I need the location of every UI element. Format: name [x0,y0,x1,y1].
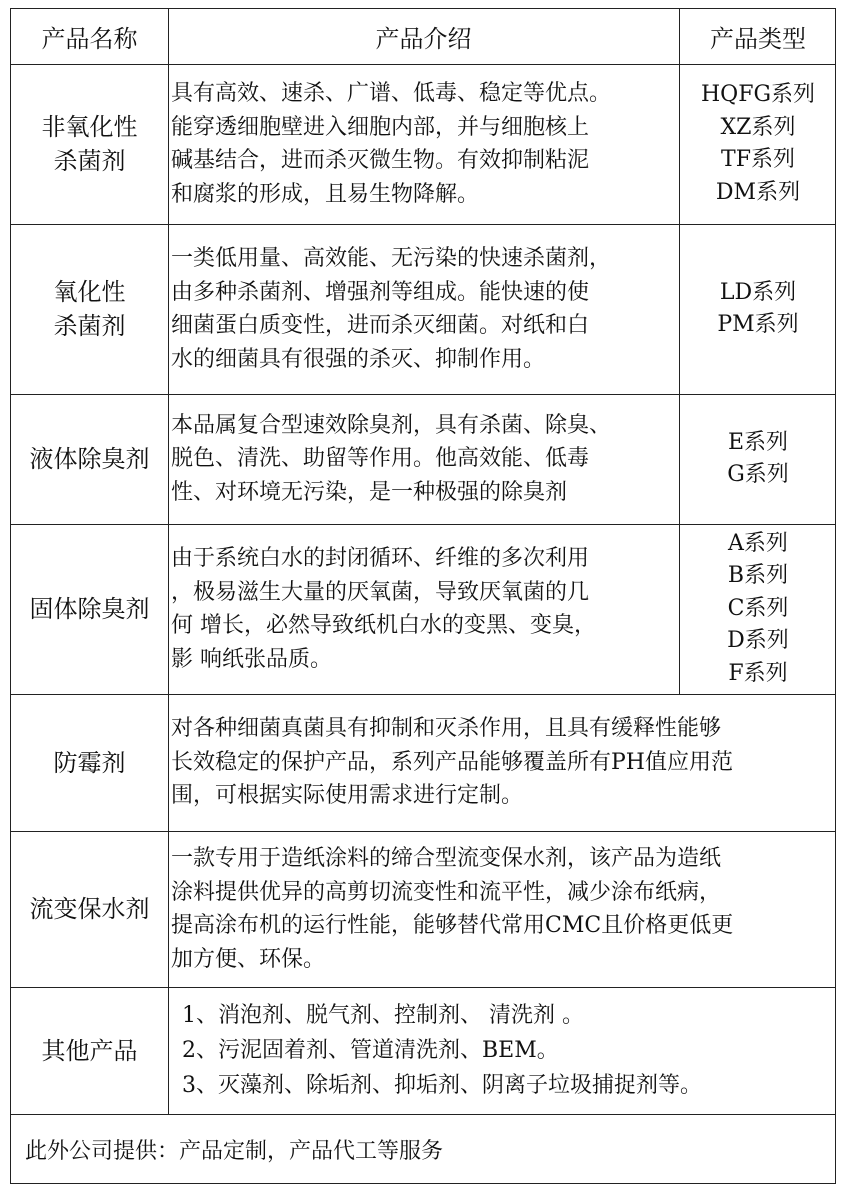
product-name-line: 非氧化性 [41,113,138,141]
product-name-line: 流变保水剂 [29,895,150,923]
footer-note: 此外公司提供：产品定制，产品代工等服务 [25,1139,444,1164]
description-line: 具有高效、速杀、广谱、低毒、稳定等优点。 [171,81,612,106]
description-line: 本品属复合型速效除臭剂，具有杀菌、除臭、 [171,412,612,438]
product-table [10,8,836,1184]
description-line: 一款专用于造纸涂料的缔合型流变保水剂，该产品为造纸 [171,846,722,871]
header-type: 产品类型 [710,25,806,53]
product-name [11,64,168,224]
description-line: ，极易滋生大量的厌氧菌，导致厌氧菌的几 [171,579,590,605]
type-item: A系列 [728,530,788,556]
type-item: C系列 [727,595,789,621]
product-name [11,394,168,524]
description-line: 提高涂布机的运行性能，能够替代常用CMC且价格更低更 [171,913,734,938]
description-line: 细菌蛋白质变性，进而杀灭细菌。对纸和白 [171,313,590,338]
product-name [11,831,168,987]
description-line: 由于系统白水的封闭循环、纤维的多次利用 [171,546,590,571]
description-line: 由多种杀菌剂、增强剂等组成。能快速的使 [171,279,590,305]
type-item: TF系列 [721,147,795,172]
description-line: 影 响纸张品质。 [171,646,332,672]
list-item: 1、消泡剂、脱气剂、控制剂、 清洗剂 。 [182,1003,584,1028]
product-description [168,694,837,831]
product-name [11,224,168,394]
product-name-line: 杀菌剂 [53,147,126,175]
product-name-line: 防霉剂 [53,748,126,777]
product-types [679,524,837,694]
description-line: 涂料提供优异的高剪切流变性和流平性，减少涂布纸病， [171,879,722,905]
type-item: D系列 [727,628,789,654]
product-description [168,394,679,524]
type-item: G系列 [727,462,789,487]
other-products-list [168,987,837,1114]
description-line: 水的细菌具有很强的杀灭、抑制作用。 [171,346,546,372]
header-name: 产品名称 [41,25,138,53]
description-line: 能穿透细胞壁进入细胞内部，并与细胞核上 [171,114,590,140]
product-description [168,831,837,987]
product-types [679,394,837,524]
description-line: 脱色、清洗、助留等作用。他高效能、低毒 [171,446,590,472]
type-item: LD系列 [719,279,797,305]
type-item: B系列 [727,563,789,589]
type-item: F系列 [728,660,788,686]
description-line: 一类低用量、高效能、无污染的快速杀菌剂， [171,246,612,271]
description-line: 加方便、环保。 [171,946,326,972]
description-line: 围，可根据实际使用需求进行定制。 [171,783,524,809]
description-line: 对各种细菌真菌具有抑制和灭杀作用，且具有缓释性能够 [171,716,722,742]
product-name [11,524,168,694]
list-item: 3、灭藻剂、除垢剂、抑垢剂、阴离子垃圾捕捉剂等。 [182,1073,702,1098]
header-intro: 产品介绍 [375,25,472,53]
description-line: 碱基结合，进而杀灭微生物。有效抑制粘泥 [171,148,590,173]
product-name-line: 其他产品 [41,1036,138,1065]
description-line: 性、对环境无污染，是一种极强的除臭剂 [171,479,568,505]
product-name-line: 液体除臭剂 [29,445,150,473]
description-line: 长效稳定的保护产品，系列产品能够覆盖所有PH值应用范 [171,749,733,775]
type-item: PM系列 [717,312,799,337]
type-item: E系列 [727,429,789,455]
product-types [679,224,837,394]
product-name-line: 杀菌剂 [53,312,126,340]
product-description [168,224,679,394]
product-name [11,694,168,831]
product-description [168,524,679,694]
type-item: XZ系列 [720,114,796,140]
product-name [11,987,168,1114]
description-line: 和腐浆的形成，且易生物降解。 [171,181,480,207]
product-types [679,64,837,224]
product-description [168,64,679,224]
product-name-line: 固体除臭剂 [29,595,150,623]
list-item: 2、污泥固着剂、管道清洗剂、BEM。 [182,1038,559,1063]
type-item: DM系列 [715,179,801,205]
product-name-line: 氧化性 [53,278,126,306]
type-item: HQFG系列 [700,82,816,107]
description-line: 何 增长，必然导致纸机白水的变黑、变臭， [171,613,596,638]
